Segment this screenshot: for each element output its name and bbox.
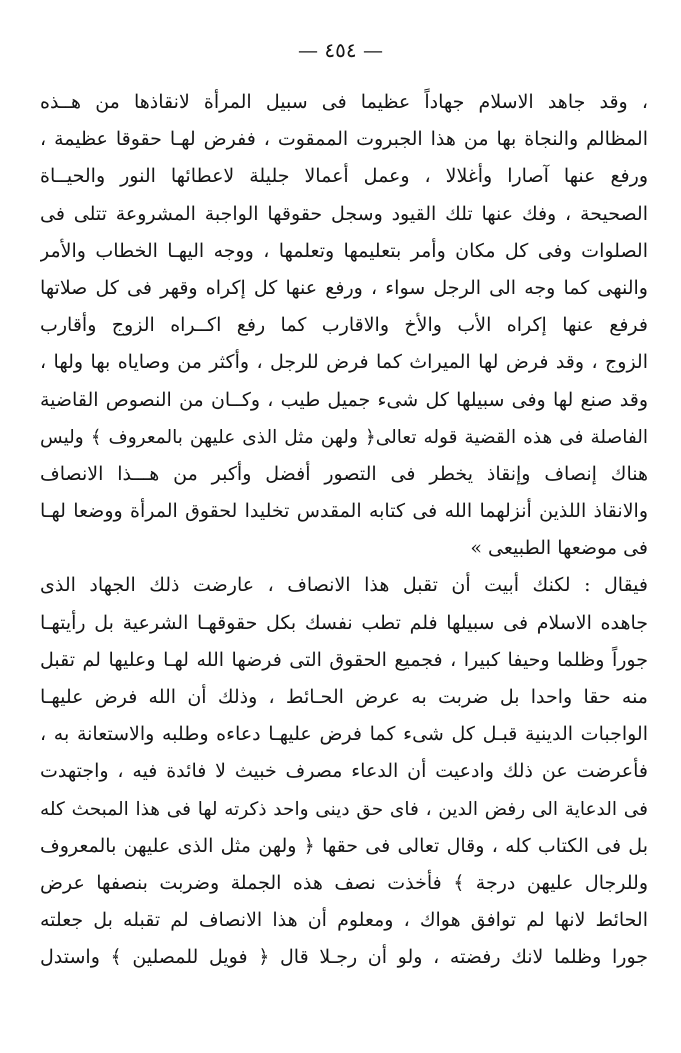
text-line-19: فأعرضت عن ذلك وادعيت أن الدعاء مصرف خبيث لا فائدة فيه ، واجتهدت — [40, 760, 648, 783]
text-line-16: جوراً وظلما وحيفا كبيرا ، فجميع الحقوق التى فرضها الله لهـا وعليها لم تقبل — [40, 648, 648, 671]
text-line-21: بل فى الكتاب كله ، وقال تعالى فى حقها ﴿ ولهن مثل الذى عليهن بالمعروف — [40, 834, 648, 857]
text-line-2: المظالم والنجاة بها من هذا الجبروت الممقوت ، ففرض لهـا حقوقا عظيمة ، — [40, 128, 648, 151]
text-line-18: الواجبات الدينية قبـل كل شىء كما فرض عليهـا دعاءه وطلبه والاستعانة به ، — [40, 723, 648, 746]
text-line-10: الفاصلة فى هذه القضية قوله تعالى﴿ ولهن مثل الذى عليهن بالمعروف ﴾ وليس — [40, 426, 648, 448]
text-line-3: ورفع عنها آصارا وأغلالا ، وعمل أعمالا جليلة لاعطائها النور والحيــاة — [40, 165, 648, 188]
text-line-6: والنهى كما وجه الى الرجل سواء ، ورفع عنها كل إكراه وقهر فى كل صلاتها — [40, 276, 648, 299]
text-line-15: جاهده الاسلام فى سبيلها فلم تطب نفسك بكل حقوقهـا الشرعية بل رأيتهـا — [40, 611, 648, 634]
text-line-1: ، وقد جاهد الاسلام جهاداً عظيما فى سبيل المرأة لانقاذها من هــذه — [40, 91, 648, 113]
page-number: — ٤٥٤ — — [298, 38, 383, 62]
text-line-8: الزوج ، وقد فرض لها الميراث كما فرض للرجل ، وأكثر من وصاياه بها ولها ، — [40, 351, 648, 374]
body-text — [40, 84, 648, 977]
text-line-13: فى موضعها الطبيعى » — [470, 537, 648, 560]
text-line-23: الحائط لانها لم توافق هواك ، ومعلوم أن هذا الانصاف لم تقبله بل جعلته — [40, 909, 648, 932]
text-line-24: جورا وظلما لانك رفضته ، ولو أن رجـلا قال ﴿ فويل للمصلين ﴾ واستدل — [40, 946, 648, 969]
text-line-12: والانقاذ اللذين أنزلهما الله فى كتابه المقدس تخليدا لحقوق المرأة ووضعا لهـا — [40, 500, 648, 523]
text-line-20: فى الدعاية الى رفض الدين ، فاى حق دينى واحد ذكرته لها فى هذا المبحث كله — [40, 798, 648, 820]
text-line-4: الصحيحة ، وفك عنها تلك القيود وسجل حقوقها الواجبة المشروعة تتلى فى — [40, 202, 648, 225]
text-line-5: الصلوات وفى كل مكان وأمر بتعليمها وتعلمها ، ووجه اليهـا الخطاب والأمر — [40, 239, 648, 262]
text-line-9: وقد صنع لها وفى سبيلها كل شىء جميل طيب ، وكــان من النصوص القاضية — [40, 388, 648, 411]
text-line-7: فرفع عنها إكراه الأب والأخ والاقارب كما رفع اكــراه الزوج وأقارب — [40, 314, 648, 337]
text-line-17: منه حقا واحدا بل ضربت به عرض الحـائط ، وذلك أن الله فرض عليهـا — [40, 686, 648, 708]
text-line-14: فيقال : لكنك أبيت أن تقبل هذا الانصاف ، عارضت ذلك الجهاد الذى — [40, 574, 648, 597]
text-line-22: وللرجال عليهن درجة ﴾ فأخذت نصف هذه الجملة وضربت بنصفها عرض — [40, 871, 648, 894]
text-line-11: هناك إنصاف وإنقاذ يخطر فى التصور أفضل وأكبر من هـــذا الانصاف — [40, 462, 648, 485]
